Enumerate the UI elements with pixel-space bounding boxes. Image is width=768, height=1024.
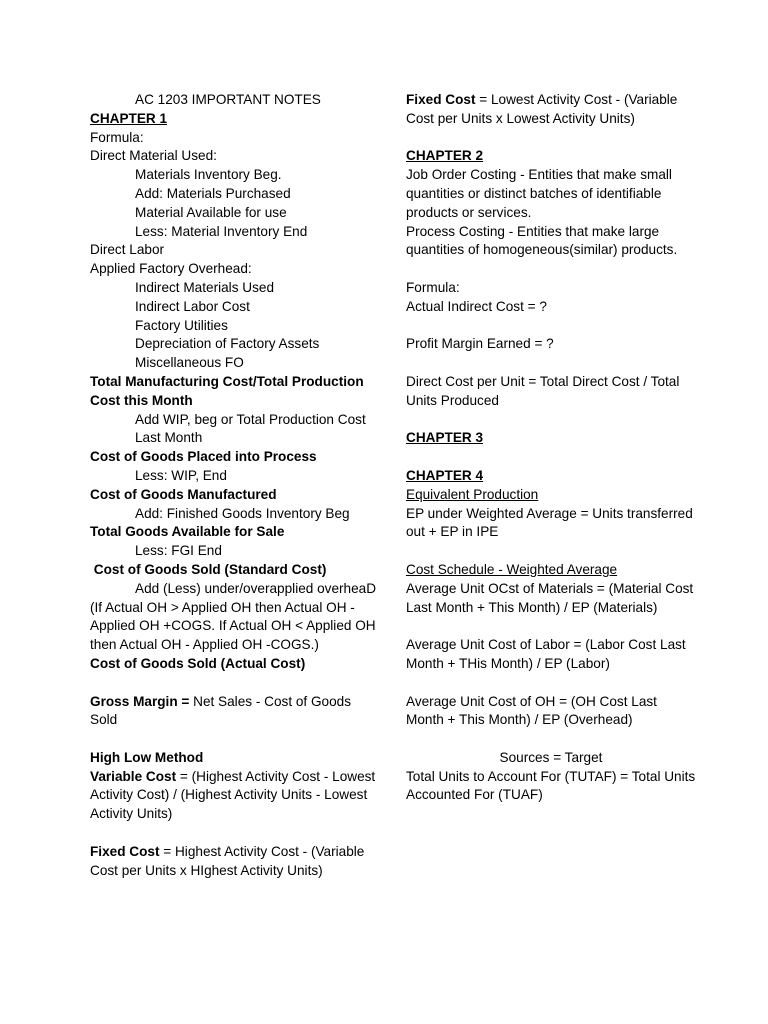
text-line-process-costing-entities-that-make-large xyxy=(406,223,696,261)
text-line-less-wip-end xyxy=(90,467,380,486)
text-run: CHAPTER 4 xyxy=(406,467,484,483)
text-run: CHAPTER 2 xyxy=(406,148,484,164)
heading-chapter-3 xyxy=(406,429,696,448)
text-line-add-materials-purchased xyxy=(90,185,380,204)
text-line-if-actual-oh-applied-oh-then-actual-oh-a xyxy=(90,599,380,655)
text-line-materials-inventory-beg xyxy=(90,166,380,185)
text-run: Equivalent Production xyxy=(406,486,539,502)
text-line-cost-of-goods-sold-standard-cost xyxy=(90,561,380,580)
text-run: = Lowest Activity Cost - (Variable Cost per Units x Lowest Activity Units) xyxy=(406,92,682,126)
text-run: High Low Method xyxy=(90,749,204,765)
right-column xyxy=(406,91,699,805)
text-run: Add WIP, beg or Total Production Cost Last Month xyxy=(135,411,370,446)
text-run: Cost of Goods Manufactured xyxy=(90,486,277,502)
text-run: Formula: xyxy=(406,279,460,295)
text-run: Miscellaneous FO xyxy=(135,355,244,371)
text-run: Material Available for use xyxy=(135,204,287,220)
text-run: Direct Labor xyxy=(90,242,165,258)
text-line-average-unit-cost-of-oh-oh-cost-last-mon xyxy=(406,693,696,731)
text-line-applied-factory-overhead xyxy=(90,260,380,279)
text-line-blank xyxy=(406,129,696,148)
text-line-add-less-under-overapplied-overhead xyxy=(90,580,380,599)
text-run: Indirect Materials Used xyxy=(135,279,275,295)
text-line-direct-cost-per-unit-total-direct-cost-t xyxy=(406,373,696,411)
text-run: Cost Schedule - Weighted Average xyxy=(406,561,618,577)
text-line-cost-of-goods-manufactured xyxy=(90,486,380,505)
text-run: Process Costing - Entities that make large quantities of homogeneous(similar) products. xyxy=(406,223,678,258)
text-line-blank xyxy=(406,448,696,467)
text-line-direct-material-used xyxy=(90,147,380,166)
text-run: Sources = Target xyxy=(499,749,603,765)
text-line-ac-1203-important-notes xyxy=(90,91,380,110)
left-column xyxy=(90,91,380,880)
text-line-blank xyxy=(406,411,696,430)
text-line-total-units-to-account-for-tutaf-total-u xyxy=(406,768,699,806)
text-line-blank xyxy=(406,260,696,279)
heading-cost-schedule-weighted-average xyxy=(406,561,696,580)
text-line-average-unit-cost-of-labor-labor-cost-la xyxy=(406,636,696,674)
text-run: Less: Material Inventory End xyxy=(135,223,308,239)
text-run: (If Actual OH > Applied OH then Actual OH - Applied OH +COGS. If Actual OH < Applied OH then Actual OH - Applied OH -COGS.) xyxy=(90,599,380,653)
text-line-less-material-inventory-end xyxy=(90,223,380,242)
text-run: Total Goods Available for Sale xyxy=(90,524,285,540)
text-line-blank xyxy=(406,617,696,636)
text-run: Fixed Cost xyxy=(406,92,476,107)
text-run: Less: WIP, End xyxy=(135,467,227,483)
heading-chapter-4 xyxy=(406,467,696,486)
text-run: Fixed Cost xyxy=(90,843,160,859)
text-run: = Highest Activity Cost - (Variable Cost per Units x HIghest Activity Units) xyxy=(90,843,369,878)
text-run: CHAPTER 1 xyxy=(90,110,168,126)
text-run: Total Units to Account For (TUTAF) = Total Units Accounted For (TUAF) xyxy=(406,768,699,803)
text-run: Gross Margin = xyxy=(90,693,194,709)
text-run: Actual Indirect Cost = ? xyxy=(406,298,547,314)
text-run: Formula: xyxy=(90,129,144,145)
text-run: Cost of Goods Sold (Actual Cost) xyxy=(90,655,306,671)
text-line-high-low-method xyxy=(90,749,380,768)
text-run: AC 1203 IMPORTANT NOTES xyxy=(135,92,321,107)
text-line-direct-labor xyxy=(90,241,380,260)
text-line-blank xyxy=(406,542,696,561)
text-line-blank xyxy=(406,317,696,336)
text-run: Direct Material Used: xyxy=(90,148,217,164)
text-run: Variable Cost xyxy=(90,768,177,784)
text-line-actual-indirect-cost xyxy=(406,298,696,317)
text-line-total-manufacturing-cost-total-productio xyxy=(90,373,380,411)
text-run: Materials Inventory Beg. xyxy=(135,167,282,183)
text-run: Net Sales - Cost of Goods Sold xyxy=(90,693,355,728)
text-line-blank xyxy=(90,730,380,749)
text-run: CHAPTER 3 xyxy=(406,430,484,446)
heading-chapter-1 xyxy=(90,110,380,129)
text-run: Factory Utilities xyxy=(135,317,228,333)
text-line-add-wip-beg-or-total-production-cost-las xyxy=(90,411,380,449)
text-run: Average Unit Cost of OH = (OH Cost Last Month + This Month) / EP (Overhead) xyxy=(406,693,661,728)
text-run: Add (Less) under/overapplied overheaD xyxy=(135,580,377,596)
text-line-less-fgi-end xyxy=(90,542,380,561)
text-run: Add: Materials Purchased xyxy=(135,185,291,201)
text-run: Indirect Labor Cost xyxy=(135,298,250,314)
text-line-total-goods-available-for-sale xyxy=(90,523,380,542)
text-line-blank xyxy=(406,354,696,373)
text-run: Cost of Goods Placed into Process xyxy=(90,449,317,465)
text-line-indirect-materials-used xyxy=(90,279,380,298)
text-line-indirect-labor-cost xyxy=(90,298,380,317)
text-run: EP under Weighted Average = Units transferred out + EP in IPE xyxy=(406,505,697,540)
text-run: Average Unit Cost of Labor = (Labor Cost Last Month + THis Month) / EP (Labor) xyxy=(406,637,690,671)
text-line-blank xyxy=(406,730,696,749)
text-line-job-order-costing-entities-that-make-sma xyxy=(406,166,696,222)
text-line-fixed-cost xyxy=(90,843,380,881)
text-run: = (Highest Activity Cost - Lowest Activity Cost) / (Highest Activity Units - Lowest Activity Units) xyxy=(90,768,379,822)
text-line-miscellaneous-fo xyxy=(90,354,380,373)
text-line-cost-of-goods-sold-actual-cost xyxy=(90,655,380,674)
text-run: Direct Cost per Unit = Total Direct Cost / Total Units Produced xyxy=(406,373,684,408)
text-line-sources-target xyxy=(406,749,696,768)
text-run: Depreciation of Factory Assets xyxy=(135,336,320,352)
text-run: Total Manufacturing Cost/Total Production Cost this Month xyxy=(90,373,368,408)
text-line-factory-utilities xyxy=(90,317,380,336)
text-line-variable-cost xyxy=(90,768,380,824)
text-line-add-finished-goods-inventory-beg xyxy=(90,505,380,524)
text-run: Less: FGI End xyxy=(135,543,222,559)
text-run: Profit Margin Earned = ? xyxy=(406,336,554,352)
text-line-profit-margin-earned xyxy=(406,335,696,354)
text-line-cost-of-goods-placed-into-process xyxy=(90,448,380,467)
text-line-ep-under-weighted-average-units-transfer xyxy=(406,505,696,543)
heading-equivalent-production xyxy=(406,486,696,505)
text-line-depreciation-of-factory-assets xyxy=(90,335,380,354)
text-line-blank xyxy=(406,674,696,693)
text-line-blank xyxy=(90,824,380,843)
text-line-blank xyxy=(90,674,380,693)
text-line-formula xyxy=(406,279,696,298)
text-line-fixed-cost xyxy=(406,91,696,129)
text-run: Cost of Goods Sold (Standard Cost) xyxy=(90,561,327,577)
text-line-formula xyxy=(90,129,380,148)
text-line-average-unit-ocst-of-materials-material- xyxy=(406,580,696,618)
text-line-material-available-for-use xyxy=(90,204,380,223)
text-run: Add: Finished Goods Inventory Beg xyxy=(135,505,350,521)
text-run: Applied Factory Overhead: xyxy=(90,261,252,277)
text-run: Job Order Costing - Entities that make small quantities or distinct batches of identifiable products or services. xyxy=(406,167,676,220)
text-run: Average Unit OCst of Materials = (Material Cost Last Month + This Month) / EP (Materials) xyxy=(406,580,697,615)
text-line-gross-margin xyxy=(90,693,380,731)
heading-chapter-2 xyxy=(406,147,696,166)
